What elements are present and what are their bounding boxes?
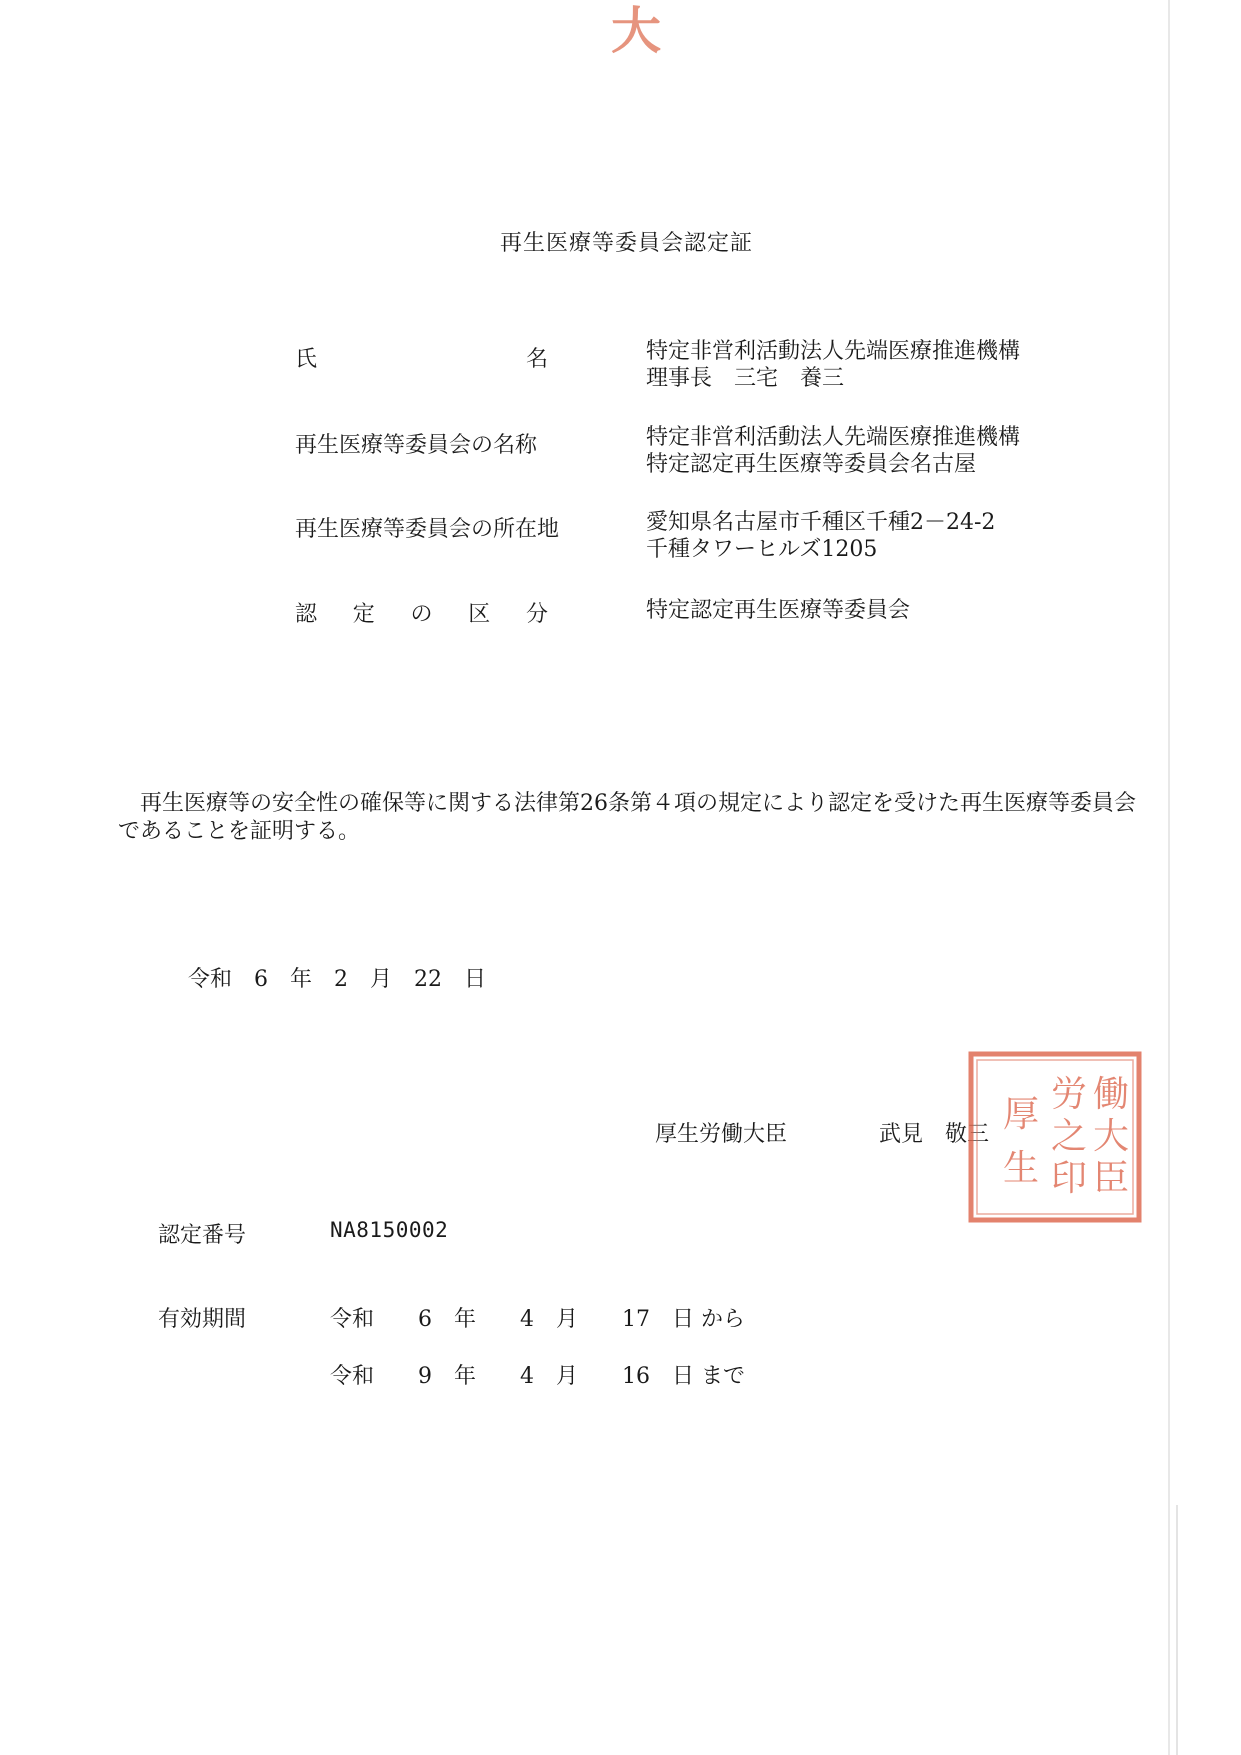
validity-end-date: 令和 9 年 4 月 16 日 まで [330,1364,745,1389]
scan-edge-line [1168,0,1170,1755]
seal-glyph: 生 [1002,1148,1040,1189]
label-char: の [410,602,433,627]
label-char: 分 [525,602,548,627]
field-value-name: 特定非営利活動法人先端医療推進機構 理事長 三宅 養三 [646,339,1021,391]
top-seal-stamp [596,4,676,60]
document-title: 再生医療等委員会認定証 [500,231,754,256]
certification-number-label: 認定番号 [158,1223,247,1248]
field-value-committee-name: 特定非営利活動法人先端医療推進機構 特定認定再生医療等委員会名古屋 [646,425,1021,477]
seal-glyph: 之 [1050,1116,1088,1157]
label-char: 名 [525,347,548,372]
top-seal-glyph: 大 [611,4,661,60]
field-label-name [295,342,548,373]
field-label-committee-address: 再生医療等委員会の所在地 [295,517,560,542]
minister-seal-stamp [965,1048,1145,1226]
label-char: 認 [295,602,318,627]
seal-glyph: 働 [1092,1074,1130,1115]
seal-glyph: 労 [1050,1074,1088,1115]
validity-period-label: 有効期間 [158,1307,247,1332]
label-char: 定 [352,602,375,627]
seal-glyph: 大 [1092,1116,1130,1157]
field-value-committee-address: 愛知県名古屋市千種区千種2－24-2 千種タワーヒルズ1205 [646,510,996,562]
seal-glyph: 印 [1050,1158,1088,1199]
label-char: 氏 [295,347,318,372]
signer-title: 厚生労働大臣 [655,1122,788,1147]
field-label-category [295,597,548,628]
validity-start-date: 令和 6 年 4 月 17 日 から [330,1307,745,1332]
scan-edge-line [1176,1505,1178,1755]
certification-number: NA8150002 [330,1218,449,1242]
issue-date: 令和 6 年 2 月 22 日 [188,967,486,992]
label-char: 区 [468,602,491,627]
certification-statement: 再生医療等の安全性の確保等に関する法律第26条第４項の規定により認定を受けた再生医療等委員会であることを証明する。 [118,791,1136,844]
seal-glyph: 厚 [1002,1094,1040,1135]
signer-name: 武見 敬三 [879,1122,990,1147]
field-label-committee-name: 再生医療等委員会の名称 [295,433,538,458]
seal-glyph: 臣 [1092,1158,1130,1199]
field-value-category: 特定認定再生医療等委員会 [646,598,911,623]
